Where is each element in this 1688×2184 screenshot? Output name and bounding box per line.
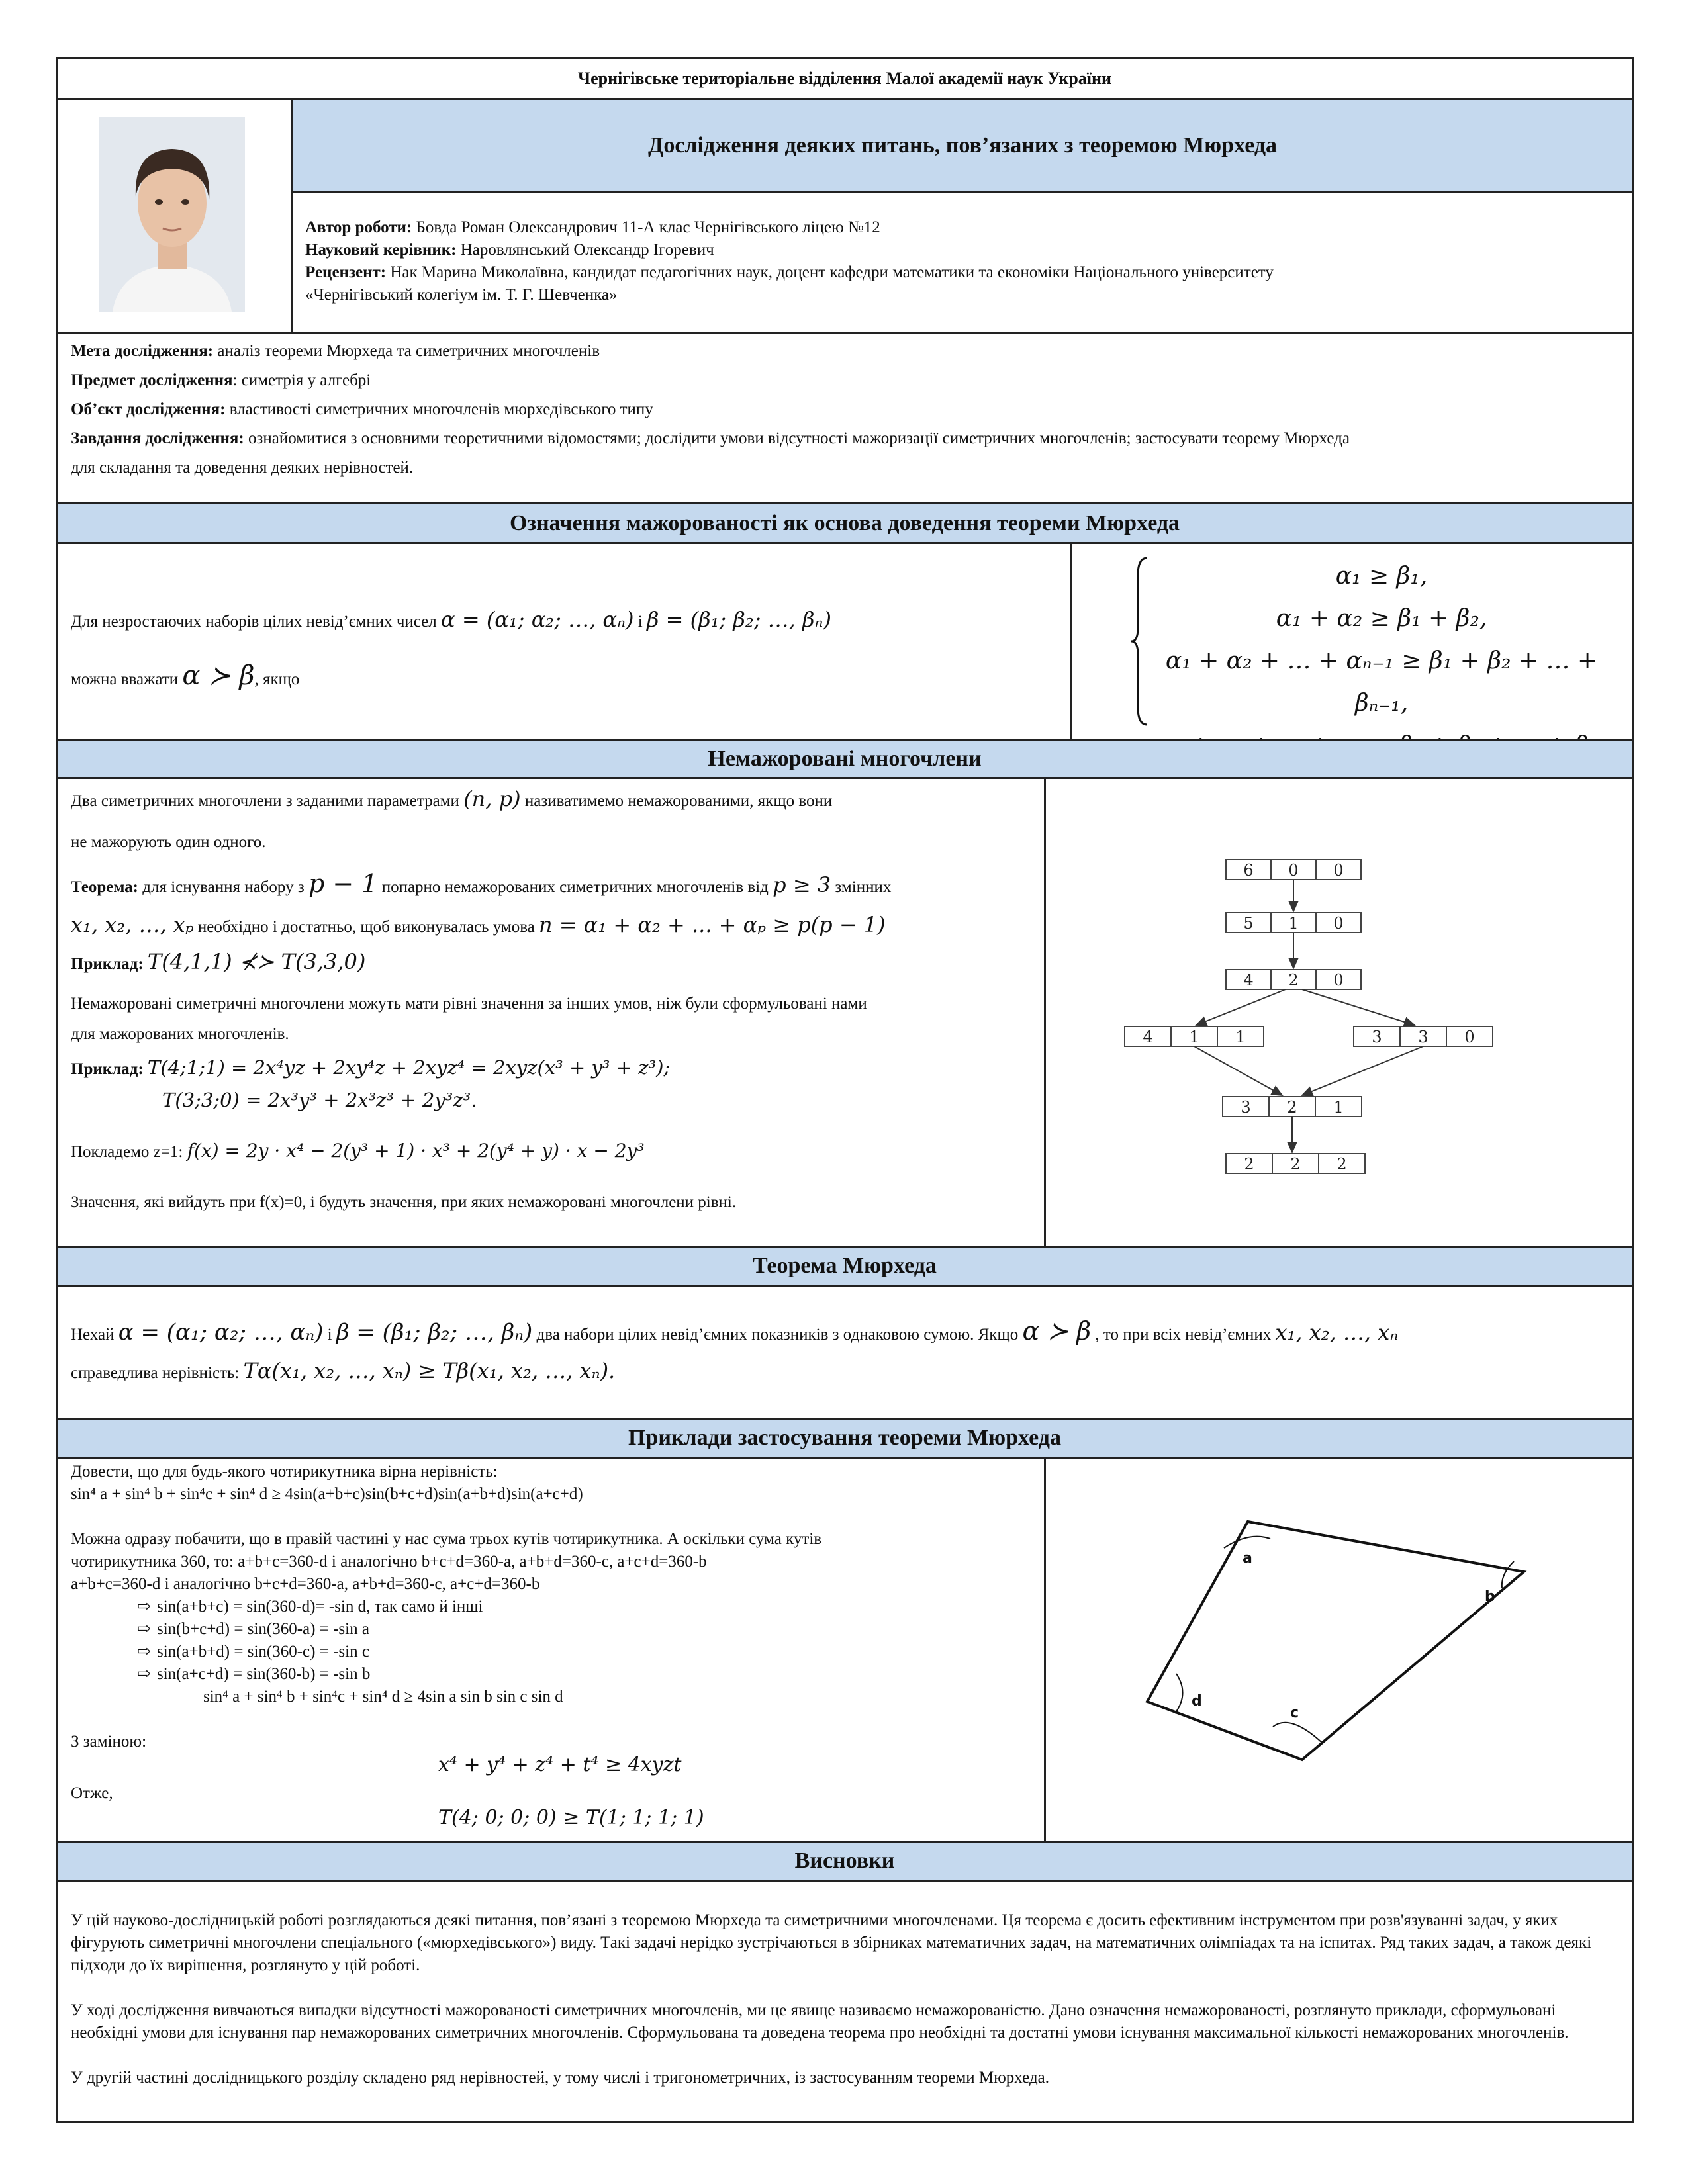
diagram-cell: 0 xyxy=(1288,861,1299,880)
substitution-label: З заміною: xyxy=(71,1733,147,1751)
example-step: ⇨ sin(a+c+d) = sin(360-b) = -sin b xyxy=(137,1665,371,1683)
system-brace xyxy=(1130,555,1137,727)
diagram-arrow xyxy=(1196,989,1286,1025)
diagram-cell: 0 xyxy=(1333,914,1344,933)
section4-heading: Приклади застосування теореми Мюрхеда xyxy=(628,1426,1061,1450)
diagram-cell: 0 xyxy=(1333,861,1344,880)
author-line: Автор роботи: Бовда Роман Олександрович 11-А клас Чернігівського ліцею №12 xyxy=(305,218,880,236)
angle-arc-d xyxy=(1175,1674,1183,1713)
nonmaj-remark: Немажоровані симетричні многочлени можуть мати рівні значення за інших умов, ніж були сформульовані нами xyxy=(71,995,867,1013)
so-label: Отже, xyxy=(71,1784,113,1802)
diagram-cell: 1 xyxy=(1235,1028,1246,1046)
conclusion-line: Значення, які вийдуть при f(x)=0, і будуть значення, при яких немажоровані многочлени рівні. xyxy=(71,1193,737,1211)
diagram-cell: 1 xyxy=(1189,1028,1199,1046)
diagram-cell: 2 xyxy=(1336,1155,1347,1173)
diagram-cell: 5 xyxy=(1243,914,1254,933)
majorization-system: α₁ ≥ β₁, α₁ + α₂ ≥ β₁ + β₂, α₁ + α₂ + … + αₙ₋₁ ≥ β₁ + β₂ + … + βₙ₋₁, xyxy=(1165,563,1598,717)
diagram-cell: 1 xyxy=(1333,1098,1344,1116)
example-1: Приклад: T(4,1,1) ⊀≻ T(3,3,0) xyxy=(71,949,366,974)
diagram-arrow xyxy=(1302,989,1415,1025)
diagram-cell: 6 xyxy=(1243,861,1254,880)
angle-label-c: c xyxy=(1290,1705,1299,1721)
diagram-cell: 2 xyxy=(1244,1155,1254,1173)
diagram-cell: 3 xyxy=(1418,1028,1429,1046)
example-task: Довести, що для будь-якого чотирикутника вірна нерівність: xyxy=(71,1463,498,1480)
diagram-cell: 2 xyxy=(1287,1098,1297,1116)
example-explanation-2: чотирикутника 360, то: a+b+c=360-d і аналогічно b+c+d=360-a, a+b+d=360-c, a+c+d=360-b xyxy=(71,1553,707,1570)
so-expression: T(4; 0; 0; 0) ≥ T(1; 1; 1; 1) xyxy=(438,1806,704,1829)
angle-label-a: a xyxy=(1243,1550,1252,1567)
muirhead-theorem-2: справедлива нерівність: Tα(x₁, x₂, …, xₙ) ≥ Tβ(x₁, x₂, …, xₙ). xyxy=(71,1358,616,1383)
example-inequality: sin⁴ a + sin⁴ b + sin⁴c + sin⁴ d ≥ 4sin(a+b+c)sin(b+c+d)sin(a+b+d)sin(a+c+d) xyxy=(71,1485,583,1503)
diagram-cell: 3 xyxy=(1372,1028,1382,1046)
example-2: Приклад: T(4;1;1) = 2x⁴yz + 2xy⁴z + 2xyz⁴ = 2xyz(x³ + y³ + z³); xyxy=(71,1056,671,1079)
majorization-def: Для незростаючих наборів цілих невід’ємних чисел α = (α₁; α₂; …, αₙ) і β = (β₁; β₂; …, βₙ) xyxy=(71,607,831,632)
reviewer-line: Рецензент: Нак Марина Миколаївна, кандидат педагогічних наук, доцент кафедри математики та економіки Національного університету xyxy=(305,263,1274,281)
diagram-cell: 3 xyxy=(1241,1098,1251,1116)
angle-label-b: b xyxy=(1485,1588,1495,1605)
nonmaj-definition-2: не мажорують один одного. xyxy=(71,833,266,851)
tasks-line: Завдання дослідження: ознайомитися з основними теоретичними відомостями; дослідити умови відсутності мажоризації симетричних многочленів; застосувати теорему Мюрхеда xyxy=(71,430,1350,447)
tasks-line-2: для складання та доведення деяких нерівностей. xyxy=(71,459,414,477)
substitution-expression: x⁴ + y⁴ + z⁴ + t⁴ ≥ 4xyzt xyxy=(438,1753,682,1776)
reviewer-line-2: «Чернігівський колегіум ім. Т. Г. Шевченка» xyxy=(305,286,618,304)
theorem-line: Теорема: для існування набору з p − 1 попарно немажорованих симетричних многочленів від p ≥ 3 змінних xyxy=(71,869,892,898)
diagram-arrow xyxy=(1194,1046,1282,1095)
angle-arc-c xyxy=(1273,1723,1322,1743)
poster-frame xyxy=(56,57,1634,2123)
supervisor-line: Науковий керівник: Наровлянський Олександр Ігоревич xyxy=(305,241,714,259)
example-step: ⇨ sin(a+b+c) = sin(360-d)= -sin d, так само й інші xyxy=(137,1598,483,1615)
example-explanation: Можна одразу побачити, що в правій частині у нас сума трьох кутів чотирикутника. А оскільки сума кутів xyxy=(71,1530,822,1548)
quadrilateral-figure xyxy=(1117,1495,1580,1799)
angle-arc-a xyxy=(1224,1537,1270,1548)
goal-line: Мета дослідження: аналіз теореми Мюрхеда та симетричних многочленів xyxy=(71,342,600,360)
substitution-line: Покладемо z=1: f(x) = 2y · x⁴ − 2(y³ + 1) · x³ + 2(y⁴ + y) · x − 2y³ xyxy=(71,1140,645,1161)
majorization-diagram xyxy=(1117,853,1547,1257)
diagram-cell: 2 xyxy=(1290,1155,1301,1173)
subject-line: Предмет дослідження: симетрія у алгебрі xyxy=(71,371,371,389)
nonmaj-definition: Два симетричних многочлени з заданими параметрами (n, p) називатимемо немажорованими, якщо вони xyxy=(71,786,833,811)
section1-heading: Означення мажорованості як основа доведення теореми Мюрхеда xyxy=(509,510,1180,535)
diagram-cell: 1 xyxy=(1288,914,1299,933)
majorization-def-2: можна вважати α ≻ β, якщо xyxy=(71,660,300,691)
section2-heading: Немажоровані многочлени xyxy=(708,747,982,771)
diagram-cell: 4 xyxy=(1243,971,1254,989)
diagram-cell: 0 xyxy=(1333,971,1344,989)
muirhead-theorem: Нехай α = (α₁; α₂; …, αₙ) і β = (β₁; β₂; …, βₙ) два набори цілих невід’ємних показників з однаковою сумою. Якщо α ≻ β , то при всіх невід’ємних x₁, x₂, …, xₙ xyxy=(71,1316,1399,1345)
diagram-cell: 2 xyxy=(1288,971,1299,989)
conclusion-paragraph-2: У ході дослідження вивчаються випадки відсутності мажорованості симетричних многочленів, ми це явище називаємо немажорованістю. Дано означення немажорованості, розглянуто приклади, сформульовані необхідні умови для існування пар немажорованих симетричних многочленів. Сформульована та доведена теорема про необхідні та достатні умови існування максимальної кількості немажорованих многочленів. xyxy=(71,2001,1569,2042)
theorem-line-2: x₁, x₂, …, xₚ необхідно і достатньо, щоб виконувалась умова n = α₁ + α₂ + ... + αₚ ≥ p(p − 1) xyxy=(71,912,886,937)
section5-heading: Висновки xyxy=(794,1848,895,1873)
example-2-line-2: T(3;3;0) = 2x³y³ + 2x³z³ + 2y³z³. xyxy=(162,1089,477,1111)
angle-label-d: d xyxy=(1192,1693,1202,1709)
poster-title: Дослідження деяких питань, пов’язаних з теоремою Мюрхеда xyxy=(647,133,1278,158)
diagram-cell: 0 xyxy=(1464,1028,1475,1046)
diagram-arrow xyxy=(1302,1046,1423,1095)
diagram-cell: 4 xyxy=(1143,1028,1153,1046)
object-line: Об’єкт дослідження: властивості симетричних многочленів мюрхедівського типу xyxy=(71,400,653,418)
institution-name: Чернігівське територіальне відділення Малої академії наук України xyxy=(578,68,1111,88)
conclusion-paragraph-1: У цій науково-дослідницькій роботі розглядаються деякі питання, пов’язані з теоремою Мюрхеда та симетричними многочленами. Ця теорема є досить ефективним інструментом при розв'язуванні задач, у яких фігурують симетричні многочлени спеціального («мюрхедівського») виду. Такі задачі нерідко зустрічаються в збірниках математичних задач, на математичних олімпіадах та на іспитах. Ряд таких задач, а також деякі підходи до їх вирішення, розглянуто у цій роботі. xyxy=(71,1911,1592,1974)
conclusion-paragraph-3: У другій частині дослідницького розділу складено ряд нерівностей, у тому числі і тригонометричних, із застосуванням теореми Мюрхеда. xyxy=(71,2069,1050,2087)
example-steps xyxy=(71,1596,1037,1686)
example-step: ⇨ sin(b+c+d) = sin(360-a) = -sin a xyxy=(137,1620,369,1638)
section3-heading: Теорема Мюрхеда xyxy=(753,1253,937,1278)
quadrilateral-shape xyxy=(1147,1522,1524,1760)
example-explanation-3: a+b+c=360-d і аналогічно b+c+d=360-a, a+b+d=360-c, a+c+d=360-b xyxy=(71,1575,540,1593)
example-result: sin⁴ a + sin⁴ b + sin⁴c + sin⁴ d ≥ 4sin a sin b sin c sin d xyxy=(203,1688,563,1706)
nonmaj-remark-2: для мажорованих многочленів. xyxy=(71,1025,289,1043)
example-step: ⇨ sin(a+b+d) = sin(360-c) = -sin c xyxy=(137,1643,369,1661)
author-photo xyxy=(99,117,245,312)
